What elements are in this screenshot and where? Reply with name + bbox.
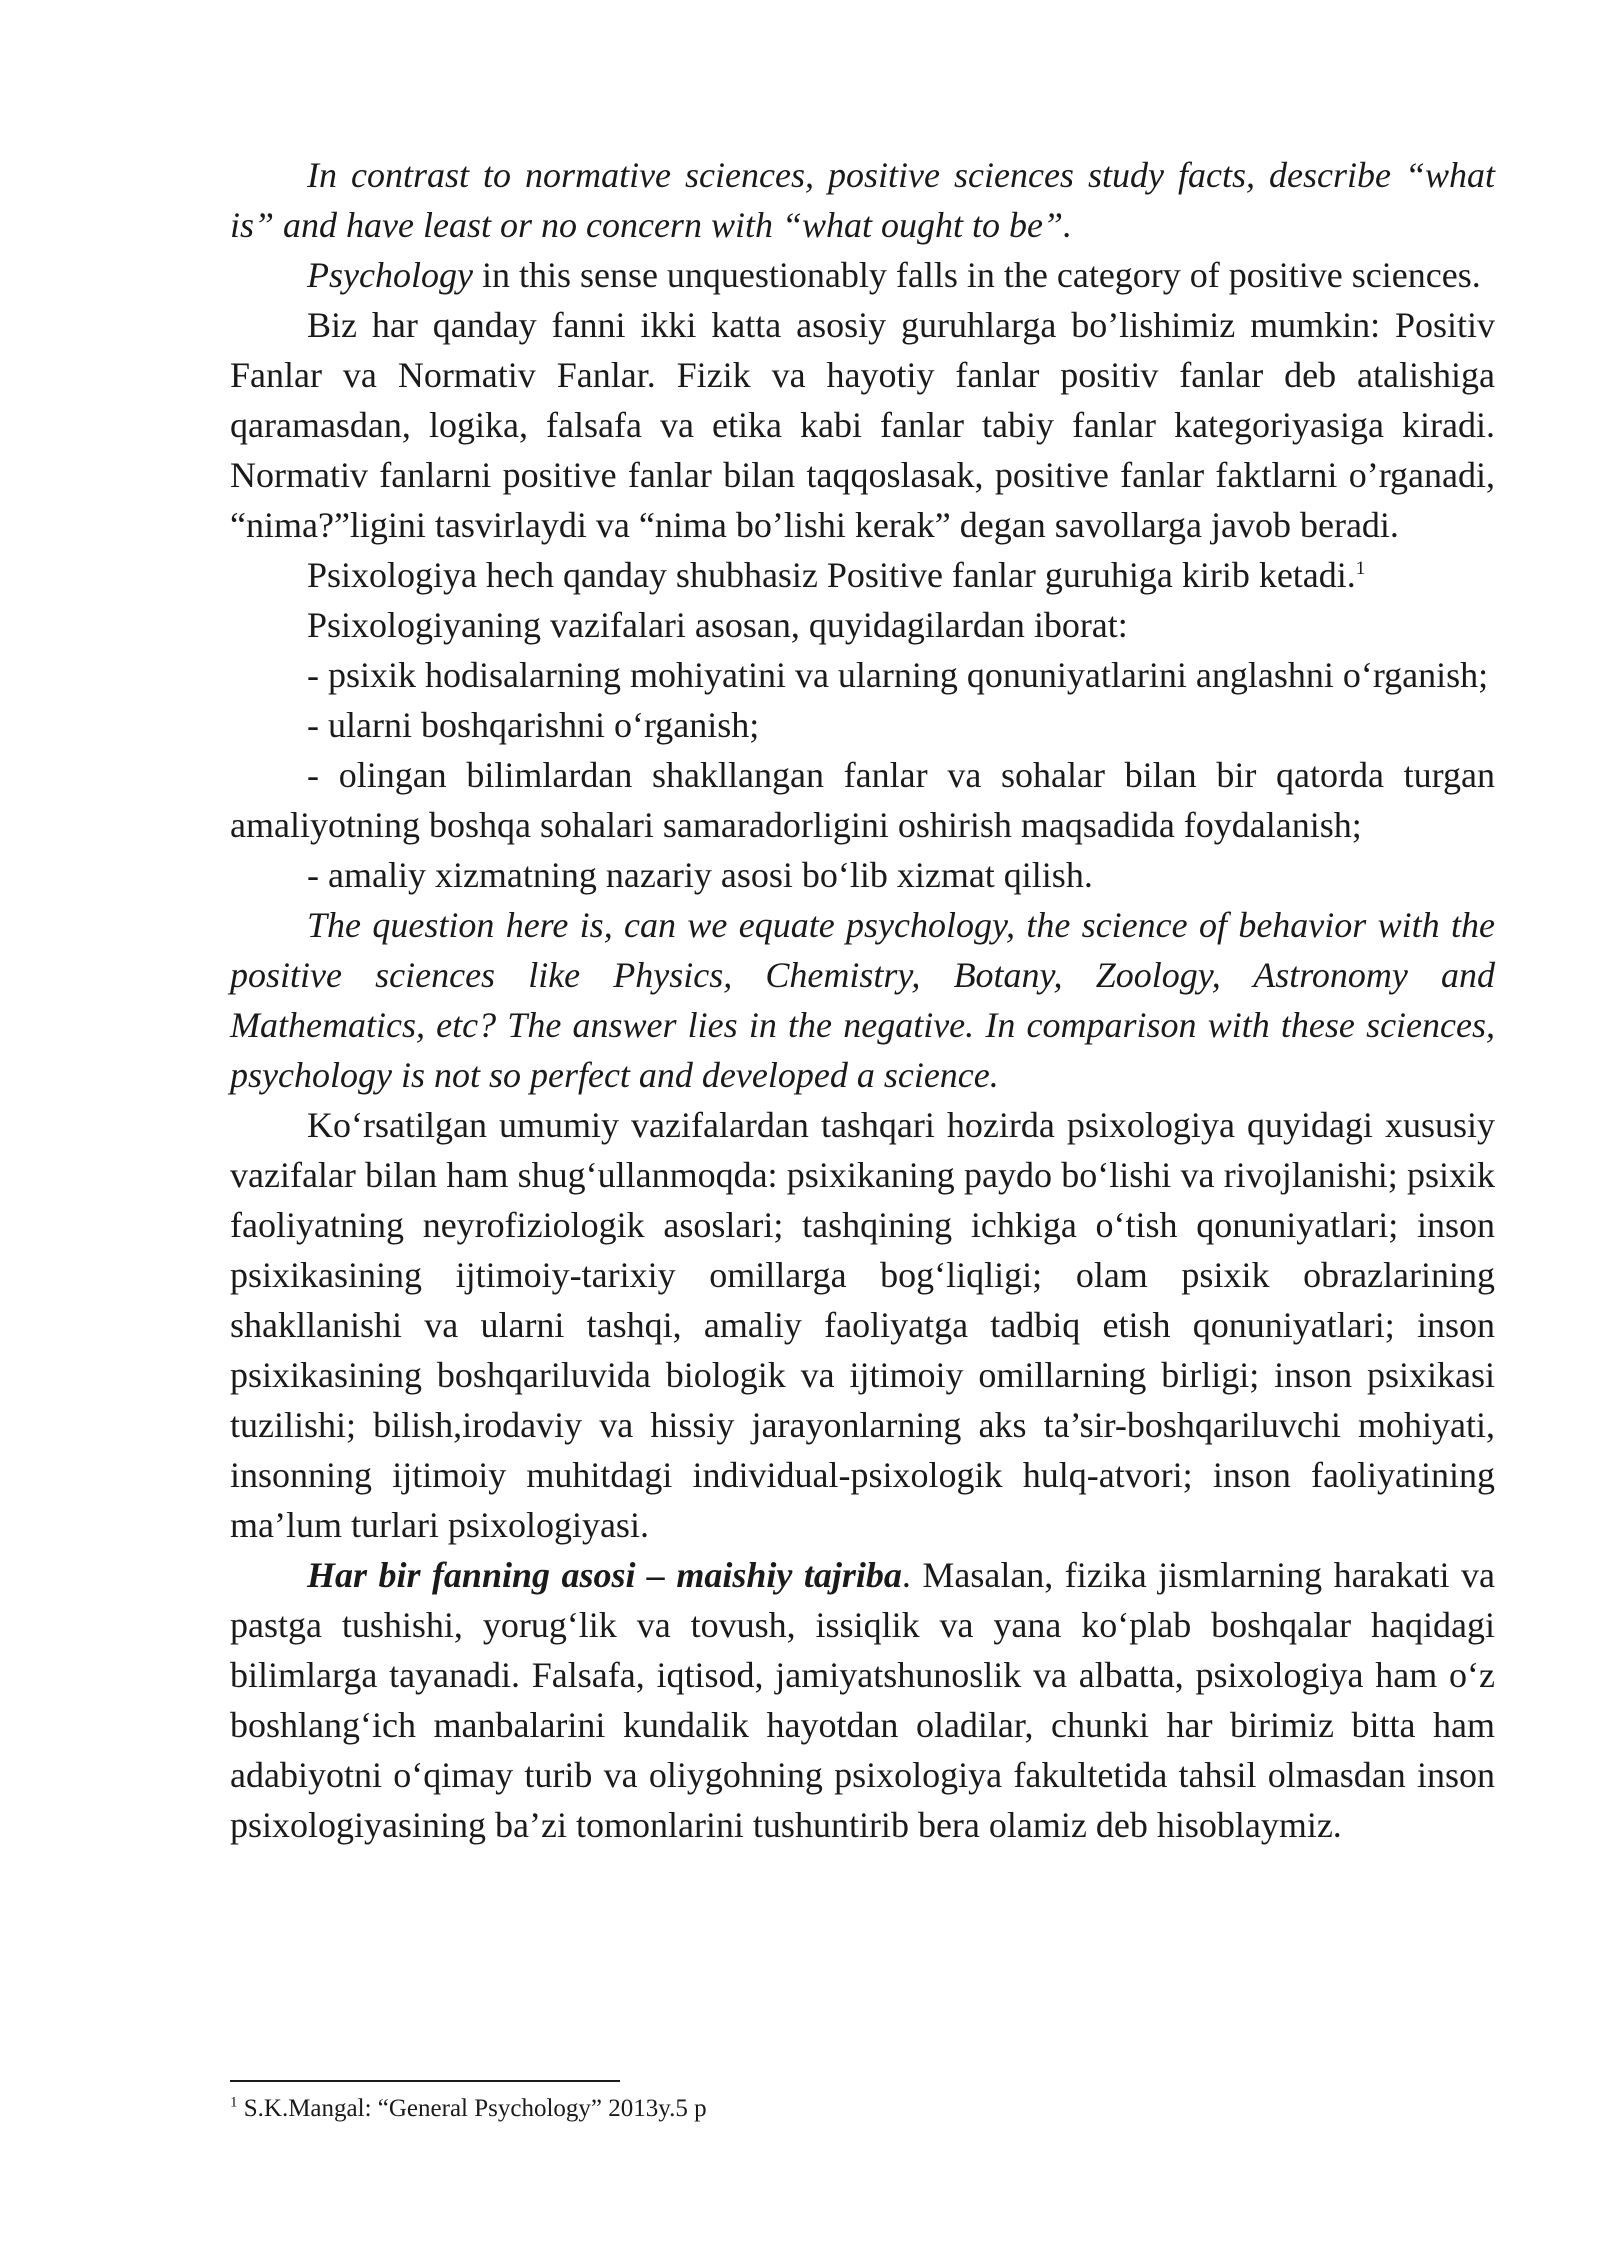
- footnote-divider: [230, 2080, 620, 2082]
- footnote-mark: 1: [230, 2094, 238, 2111]
- paragraph-xususiy-vazifalar: Ko‘rsatilgan umumiy vazifalardan tashqari hozirda psixologiya quyidagi xususiy vazifalar bilan ham shug‘ullanmoqda: psixikaning paydo bo‘lishi va rivojlanishi; psixik faoliyatning neyrofiziologik asoslari; tashqining ichkiga o‘tish qonuniyatlari; inson psixikasining ijtimoiy-tarixiy omillarga bog‘liqligi; olam psixik obrazlarining shakllanishi va ularni tashqi, amaliy faoliyatga tadbiq etish qonuniyatlari; inson psixikasining boshqariluvida biologik va ijtimoiy omillarning birligi; inson psixikasi tuzilishi; bilish,irodaviy va hissiy jarayonlarning aks ta’sir-boshqariluvchi mohiyati, insonning ijtimoiy muhitdagi individual-psixologik hulq-atvori; inson faoliyatining ma’lum turlari psixologiyasi.: [230, 1105, 1495, 1545]
- paragraph-fan-guruhlari: Biz har qanday fanni ikki katta asosiy guruhlarga bo’lishimiz mumkin: Positiv Fanlar va Normativ Fanlar. Fizik va hayotiy fanlar positiv fanlar deb atalishiga qaramasdan, logika, falsafa va etika kabi fanlar tabiy fanlar kategoriyasiga kiradi. Normativ fanlarni positive fanlar bilan taqqoslasak, positive fanlar faktlarni o’rganadi, “nima?”ligini tasvirlaydi va “nima bo’lishi kerak” degan savollarga javob beradi.: [230, 305, 1495, 545]
- list-item-task-4: - amaliy xizmatning nazariy asosi bo‘lib xizmat qilish.: [307, 855, 1093, 895]
- page-body: [230, 150, 1495, 1850]
- paragraph-psixologiya-positive: [230, 550, 1495, 600]
- paragraph-lead-psychology: Psychology: [307, 255, 473, 295]
- list-item-task-3: - olingan bilimlardan shakllangan fanlar va sohalar bilan bir qatorda turgan amaliyotning boshqa sohalari samaradorligini oshirish maqsadida foydalanish;: [230, 755, 1495, 845]
- paragraph-normative-vs-positive: In contrast to normative sciences, positive sciences study facts, describe “what is” and have least or no concern with “what ought to be”.: [230, 155, 1495, 245]
- paragraph-rest: . Masalan, fizika jismlarning harakati va pastga tushishi, yorug‘lik va tovush, issiqlik va yana ko‘plab boshqalar haqidagi bilimlarga tayanadi. Falsafa, iqtisod, jamiyatshunoslik va albatta, psixologiya ham o‘z boshlang‘ich manbalarini kundalik hayotdan oladilar, chunki har birimiz bitta ham adabiyotni o‘qimay turib va oliygohning psixologiya fakultetida tahsil olmasdan inson psixologiyasining ba’zi tomonlarini tushuntirib bera olamiz deb hisoblaymiz.: [230, 1555, 1495, 1845]
- paragraph-maishiy-tajriba: [230, 1550, 1495, 1850]
- footnote-text: S.K.Mangal: “General Psychology” 2013y.5 p: [237, 2095, 707, 2122]
- list-item-task-1: - psixik hodisalarning mohiyatini va ularning qonuniyatlarini anglashni o‘rganish;: [307, 655, 1489, 695]
- footnote: [230, 2093, 707, 2125]
- paragraph-question: The question here is, can we equate psychology, the science of behavior with the positive sciences like Physics, Chemistry, Botany, Zoology, Astronomy and Mathematics, etc? The answer lies in the negative. In comparison with these sciences, psychology is not so perfect and developed a science.: [230, 905, 1495, 1095]
- paragraph-text: Psixologiya hech qanday shubhasiz Positive fanlar guruhiga kirib ketadi.: [307, 555, 1356, 595]
- paragraph-rest: in this sense unquestionably falls in the category of positive sciences.: [472, 255, 1481, 295]
- footnote-reference: 1: [1355, 558, 1366, 579]
- paragraph-psychology-positive: [230, 250, 1495, 300]
- paragraph-lead-bold: Har bir fanning asosi – maishiy tajriba: [307, 1555, 902, 1595]
- paragraph-vazifalar-intro: Psixologiyaning vazifalari asosan, quyidagilardan iborat:: [307, 605, 1128, 645]
- list-item-task-2: - ularni boshqarishni o‘rganish;: [307, 705, 760, 745]
